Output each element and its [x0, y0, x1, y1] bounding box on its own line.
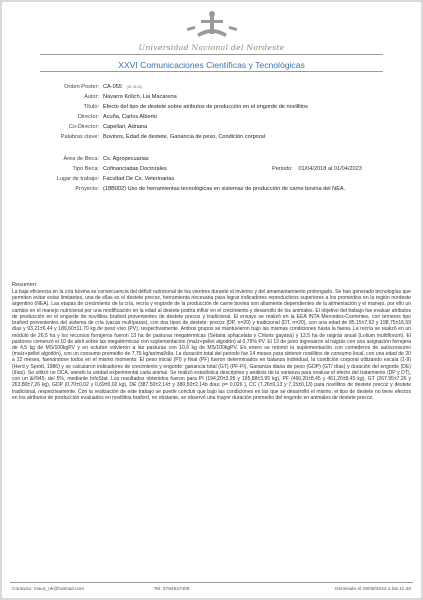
resumen-title: Resumen: [12, 282, 38, 288]
periodo-label: Periodo: [272, 166, 293, 172]
titulo-value: Efecto del tipo de destete sobre atributos de producción en el engorde de novillitos [103, 104, 308, 110]
page-heading: XXVI Comunicaciones Científicas y Tecnológicas [118, 60, 305, 70]
footer-generated: Generado el 29/06/2023 a las 11:46 [334, 587, 411, 592]
periodo-row [272, 166, 362, 172]
palabras-label: Palabras clave: [60, 134, 99, 140]
codirector-label: Co-Director: [68, 124, 99, 130]
autor-value: Navarro Krilich, Lia Macarena [103, 94, 177, 100]
resumen-body: La baja eficiencia en la cría bovina es consecuencia del déficit nutricional de los vientres durante el invierno y del amamantamiento prolongado. Se han generado tecnologías que permiten evitar estas limitantes, una de ellas es el destete precoz, herramienta necesaria para lograr indicadores reproductivos superiores a los promedios en la región nordeste argentino (NEA). Las etapas de crecimiento de la cría, recría y engorde de la producción de carne bovina son altamente dependientes de la alimentación y el manejo, por ello un cambio en el manejo nutricional por una modificación en la edad al destete podría influir en el crecimiento y desarrollo de los animales. El objetivo del trabajo fue evaluar atributos de producción en el engorde de novillitos braford provenientes de destete precoz y tradicional. El ensayo se realizó en la EEA INTA Mercedes-Corrientes, con terneros tipo braford provenientes del sistema de cría (vacas multíparas), con dos tipos de destete: precoz (DP, n=20) y tradicional (DT, n=20), con una edad de 85,15±7,92 y 198,75±16,59 días y 93,21±6,44 y 189,60±11,70 kg de peso vivo (PV), respectivamente. Ambos grupos se mantuvieron bajo las mismas condiciones hasta la faena. La recría se realizó en un módulo de 26,5 ha y los recursos forrajeros fueron 13 ha de pasturas megatérmicas (Setaria sphacelata y Chloris gayana) y 13,5 ha de raigrás anual (Lolium multiflorum). El pastoreo comenzó el 10 de abril sobre las megatérmicas con suplementación (maíz+pellet algodón) al 0,75% PV. El 13 de junio ingresaron al raigrás con una asignación forrajera de 4,5 kg de MS/100kgPV y en octubre volvieron a las pasturas con 10,6 kg de MS/100kgPV. En enero se retomó la suplementación con comederos de autoconsumo (maíz+pellet algodón), con un consumo promedio de 7,75 kg/animal/día. La duración total del periodo fue 14 meses para obtener novillitos de consumo local, con una edad de 20 a 22 meses, faenándose todos en el mismo momento. El peso inicial (PI) y final (PF) fueron determinados en balanza individual, la condición corporal utilizando escala (1-9) (Herd y Sprott, 1986) y se calcularon indicadores de crecimiento y engorde: ganancia total (GT) (PF-PI), Ganancia diaria de peso (GDP) (GT/ días) y duración del engorde (DE) (días). Se utilizó un DCA, siendo la unidad experimental cada animal. Se realizó estadística descriptiva y análisis de la varianza para evaluar el efecto del tratamiento (DP y DT), con un &#945; del 5%, mediante InfoStat. Los resultados obtenidos fueron para PI (194,20±3,95 y 195,88±3,95 kg), PF (466,20±8,45 y 461,20±8,45 kg), GT (267,95±7,26 y 263,80±7,26 kg), GDP (0,70±0,02 y 0,69±0,02 kg), DE (387,50±2,14± y 380,50±2,14b días; p= 0,026 ), CC (7,26±0,13 y 7,15±0,13) para novillitos de destete precoz y destete tradicional, respectivamente. Con la realización de este trabajo se puede concluir que bajo las condiciones en las que se desarrolló el mismo, el tipo de destete no tiene efectos en los atributos de producción evaluados en novillitos braford, no obstante, se observó una mayor duración promedio del engorde en animales de destete precoz. [12, 289, 411, 401]
director-label: Director: [77, 114, 99, 120]
orden-poster-code: CA-055 [103, 84, 122, 90]
footer-tel: Tel: 3794937409 [154, 587, 190, 592]
proyecto-label: Proyecto: [75, 186, 99, 192]
palabras-value: Bovinos, Edad de destete, Ganancia de peso, Condición corporal [103, 134, 266, 140]
lugar-label: Lugar de trabajo: [56, 176, 99, 182]
area-label: Área de Beca: [63, 156, 99, 162]
university-logo [177, 10, 247, 40]
orden-poster-value [103, 84, 142, 90]
heading-divider [40, 71, 383, 72]
university-name: Universidad Nacional del Nordeste [138, 43, 285, 52]
autor-label: Autor: [84, 94, 99, 100]
footer-contact: Contacto: maca_nk@hotmail.com [12, 587, 85, 592]
titulo-label: Título: [83, 104, 99, 110]
document-page [2, 2, 421, 598]
tipo-value: Cofinanciadas Doctorales [103, 166, 167, 172]
lugar-value: Facultad De Cs. Veterinarias [103, 176, 175, 182]
tipo-label: Tipo Beca: [72, 166, 99, 172]
codirector-value: Capellari, Adriana [103, 124, 148, 130]
footer-divider [10, 582, 413, 583]
orden-poster-id: (ID: 3134) [126, 85, 142, 89]
header-divider [40, 54, 383, 55]
periodo-value: 01/04/2018 al 01/04/2023 [298, 166, 362, 172]
orden-poster-label: Orden Poster: [64, 84, 99, 90]
proyecto-value: (18B002) Uso de herramientas tecnológicas en sistemas de producción de carne bovina del NEA. [103, 186, 346, 192]
director-value: Acuña, Carlos Alberto [103, 114, 158, 120]
area-value: Cs. Agropecuarias [103, 156, 149, 162]
